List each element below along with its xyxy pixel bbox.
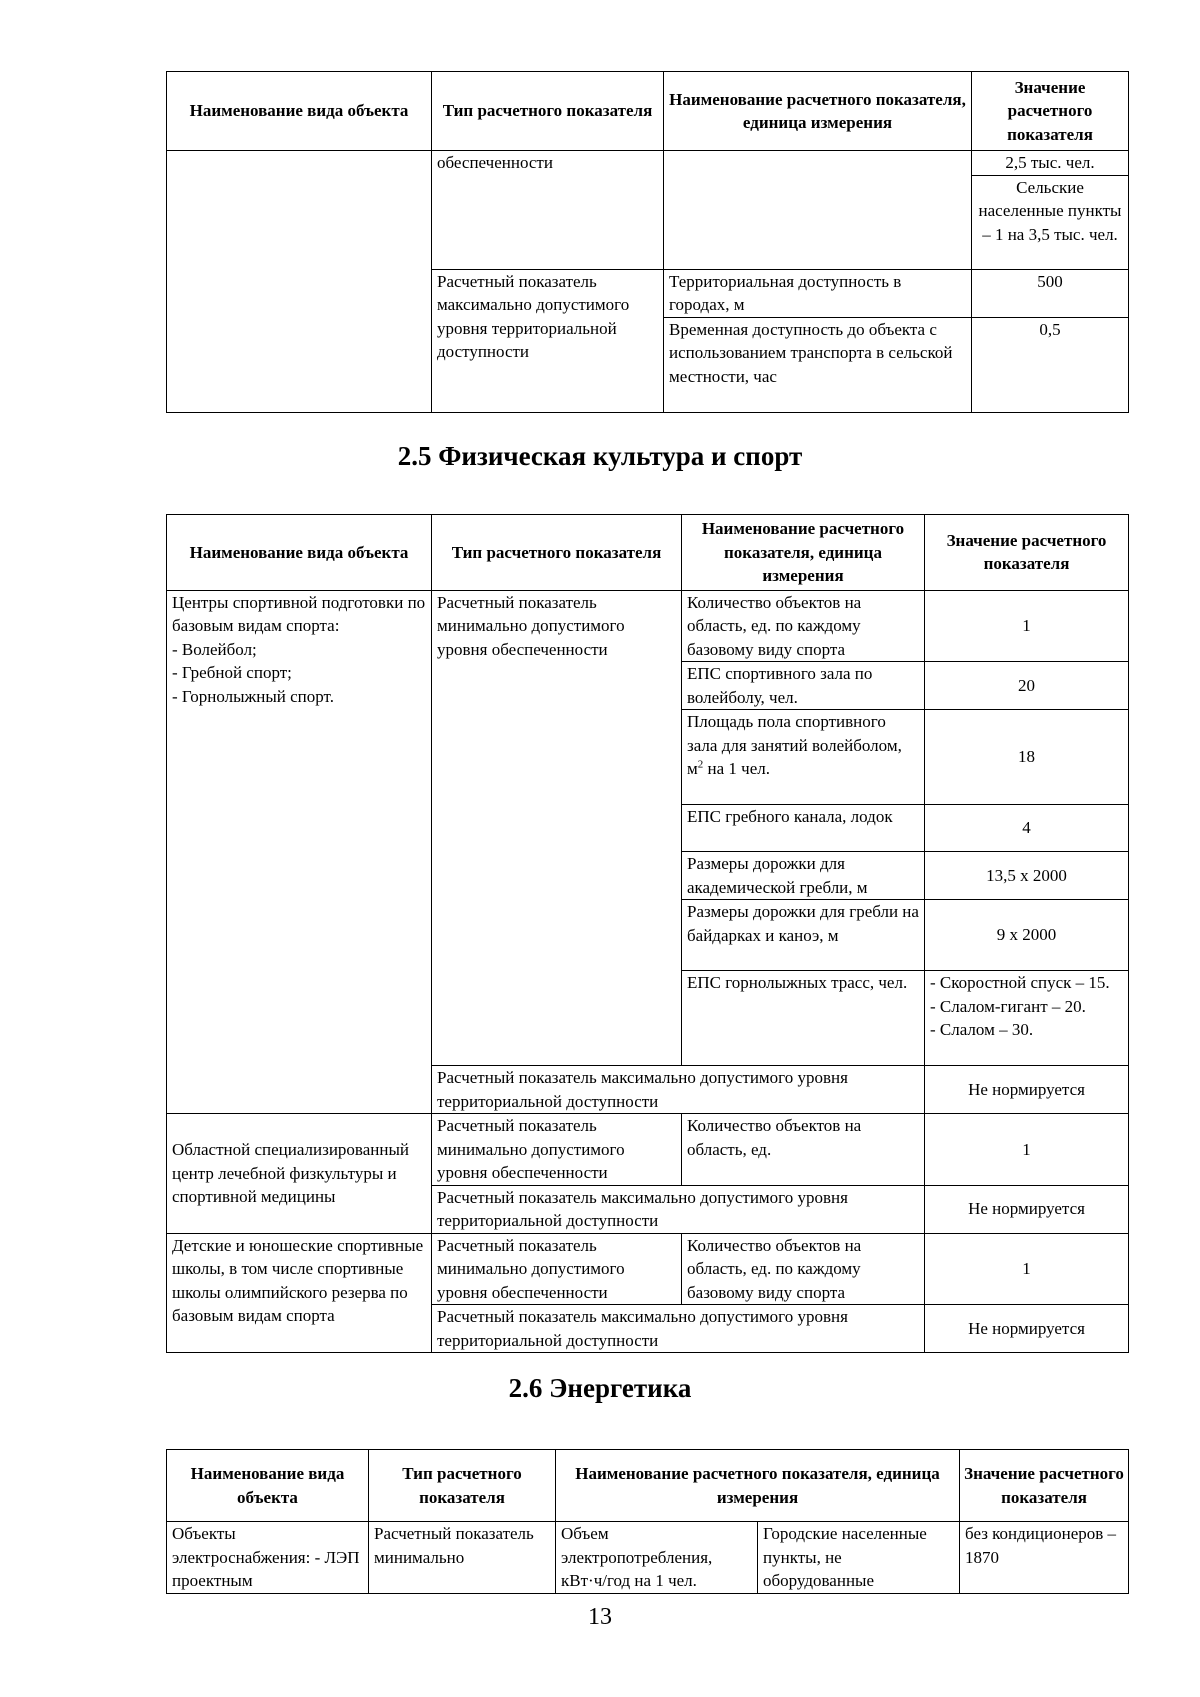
- object-line: - Гребной спорт;: [172, 663, 292, 682]
- object-line: - Волейбол;: [172, 639, 257, 659]
- cell-value: 4: [925, 805, 1129, 852]
- cell-type: Расчетный показатель максимально допустимого уровня территориальной доступности: [432, 269, 664, 412]
- cell-type: Расчетный показатель максимально допустимого уровня территориальной доступности: [432, 1185, 925, 1233]
- cell-subcategory: Городские населенные пункты, не оборудованные: [758, 1522, 960, 1594]
- col-header-value: Значение расчетного показателя: [972, 72, 1129, 151]
- page-number: 13: [588, 1604, 612, 1630]
- cell-value: 1: [925, 1233, 1129, 1305]
- cell-name: Размеры дорожки для гребли на байдарках и каноэ, м: [682, 900, 925, 971]
- col-header-type: Тип расчетного показателя: [369, 1450, 556, 1522]
- cell-object: Детские и юношеские спортивные школы, в том числе спортивные школы олимпийского резерва по базовым видам спорта: [167, 1233, 432, 1353]
- cell-value: 9 х 2000: [925, 900, 1129, 971]
- cell-object: Областной специализированный центр лечебной физкультуры и спортивной медицины: [167, 1114, 432, 1234]
- cell-object: [167, 590, 432, 1114]
- value-line: - Скоростной спуск – 15.: [930, 973, 1110, 992]
- name-sup: 2: [697, 758, 704, 771]
- object-line: Центры спортивной подготовки по базовым видам спорта:: [172, 592, 426, 635]
- cell-name: Размеры дорожки для академической гребли, м: [682, 852, 925, 900]
- cell-value: 20: [925, 662, 1129, 710]
- cell-type: Расчетный показатель минимально допустимого уровня обеспеченности: [432, 1233, 682, 1305]
- cell-value: 1: [925, 1114, 1129, 1186]
- cell-value: 13,5 х 2000: [925, 852, 1129, 900]
- cell-name: ЕПС гребного канала, лодок: [682, 805, 925, 852]
- col-header-name: Наименование расчетного показателя, единица измерения: [664, 72, 972, 151]
- col-header-type: Тип расчетного показателя: [432, 72, 664, 151]
- cell-name-empty: [664, 151, 972, 270]
- cell-name: Количество объектов на область, ед. по каждому базовому виду спорта: [682, 1233, 925, 1305]
- table-continued: [166, 71, 1129, 413]
- col-header-object: Наименование вида объекта: [167, 72, 432, 151]
- col-header-value: Значение расчетного показателя: [925, 515, 1129, 591]
- cell-value: 2,5 тыс. чел.: [972, 151, 1129, 176]
- cell-type: обеспеченности: [432, 151, 664, 270]
- cell-name: Объем электропотребления, кВт·ч/год на 1 чел.: [556, 1522, 758, 1594]
- section-title-sport: 2.5 Физическая культура и спорт: [397, 441, 803, 471]
- cell-name: ЕПС спортивного зала по волейболу, чел.: [682, 662, 925, 710]
- cell-value: 0,5: [972, 317, 1129, 412]
- cell-value: Не нормируется: [925, 1185, 1129, 1233]
- cell-value: Не нормируется: [925, 1305, 1129, 1353]
- cell-type: Расчетный показатель максимально допустимого уровня территориальной доступности: [432, 1305, 925, 1353]
- col-header-value: Значение расчетного показателя: [960, 1450, 1129, 1522]
- object-line: - Горнолыжный спорт.: [172, 686, 334, 706]
- cell-type: Расчетный показатель минимально: [369, 1522, 556, 1594]
- cell-name: [682, 710, 925, 805]
- cell-value: 1: [925, 590, 1129, 662]
- cell-value: без кондиционеров – 1870: [960, 1522, 1129, 1594]
- cell-value: Не нормируется: [925, 1066, 1129, 1114]
- cell-name: Территориальная доступность в городах, м: [664, 269, 972, 317]
- cell-value: [925, 971, 1129, 1066]
- name-text: Площадь пола спортивного зала для занятий волейболом, м: [687, 712, 902, 778]
- cell-value: 18: [925, 710, 1129, 805]
- table-energy: [166, 1449, 1129, 1594]
- value-line: - Слалом-гигант – 20.: [930, 996, 1086, 1016]
- cell-value: 500: [972, 269, 1129, 317]
- cell-type: Расчетный показатель максимально допустимого уровня территориальной доступности: [432, 1066, 925, 1114]
- table-sport: [166, 514, 1129, 1353]
- cell-object-empty: [167, 151, 432, 413]
- cell-name: Количество объектов на область, ед.: [682, 1114, 925, 1186]
- cell-type: Расчетный показатель минимально допустимого уровня обеспеченности: [432, 590, 682, 1066]
- col-header-object: Наименование вида объекта: [167, 515, 432, 591]
- cell-object: Объекты электроснабжения: - ЛЭП проектным: [167, 1522, 369, 1594]
- value-line: - Слалом – 30.: [930, 1020, 1034, 1039]
- cell-type: Расчетный показатель минимально допустимого уровня обеспеченности: [432, 1114, 682, 1186]
- cell-name: ЕПС горнолыжных трасс, чел.: [682, 971, 925, 1066]
- col-header-object: Наименование вида объекта: [167, 1450, 369, 1522]
- col-header-name: Наименование расчетного показателя, единица измерения: [682, 515, 925, 591]
- section-title-energy: 2.6 Энергетика: [508, 1373, 692, 1403]
- cell-name: Временная доступность до объекта с использованием транспорта в сельской местности, час: [664, 317, 972, 412]
- col-header-name: Наименование расчетного показателя, единица измерения: [556, 1450, 960, 1522]
- cell-value: Сельские населенные пункты – 1 на 3,5 тыс. чел.: [972, 175, 1129, 269]
- cell-name: Количество объектов на область, ед. по каждому базовому виду спорта: [682, 590, 925, 662]
- name-text: на 1 чел.: [703, 759, 770, 778]
- col-header-type: Тип расчетного показателя: [432, 515, 682, 591]
